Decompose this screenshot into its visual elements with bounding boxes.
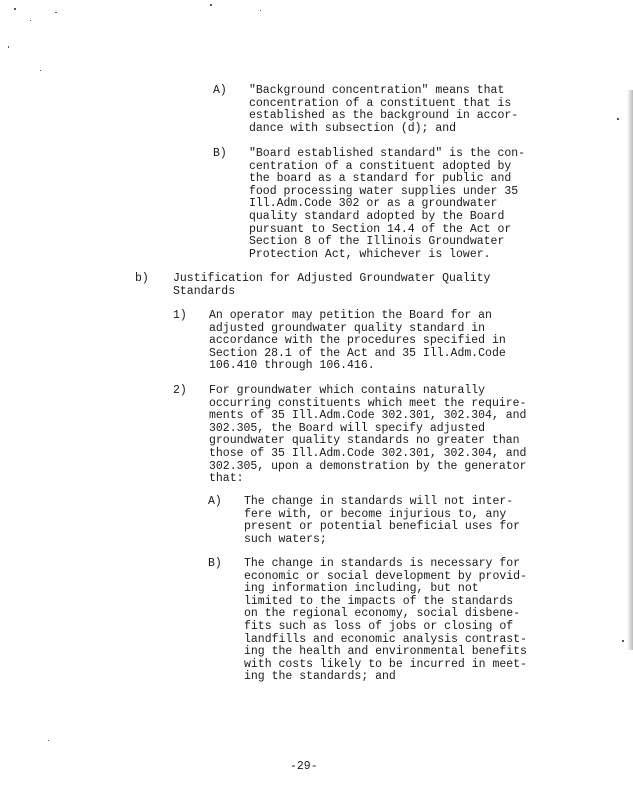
- paragraph-2: [173, 385, 526, 486]
- scan-speck: [30, 20, 31, 21]
- item-text: The change in standards is necessary for economic or social development by provid- ing information including, but not limited to the impacts of the standards on the regional economy, social disbene- fits such as loss of jobs or closing of landfills and economic analysis contrast- ing the health and environmental benefits with costs likely to be incurred in meet- ing the standards; and: [244, 557, 527, 684]
- item-text: For groundwater which contains naturally occurring constituents which meet the require- ments of 35 Ill.Adm.Code 302.301, 302.304, and 302.305, the Board will specify adjusted groundwater quality standards no greater than those of 35 Ill.Adm.Code 302.301, 302.304, and 302.305, upon a demonstration by the generator that:: [209, 384, 527, 486]
- item-text: An operator may petition the Board for an adjusted groundwater quality standard in accordance with the procedures specified in Section 28.1 of the Act and 35 Ill.Adm.Code 106.410 through 106.416.: [209, 309, 506, 373]
- scan-speck: [55, 12, 57, 13]
- item-marker: A): [213, 84, 227, 97]
- subparagraph-b: [208, 558, 527, 684]
- scan-speck: [48, 740, 49, 741]
- item-marker: A): [208, 495, 222, 508]
- scan-speck: [14, 8, 16, 10]
- section-b-heading: [135, 273, 490, 298]
- item-marker: B): [208, 557, 222, 570]
- scan-speck: [210, 4, 212, 6]
- definition-item-b: [213, 148, 525, 261]
- subparagraph-a: [208, 496, 520, 546]
- scan-speck: [622, 640, 624, 642]
- definition-item-a: [213, 85, 518, 135]
- item-text: "Background concentration" means that concentration of a constituent that is established as the background in accor- dance with subsection (d); and: [249, 84, 519, 135]
- page-number: -29-: [290, 760, 318, 773]
- item-marker: b): [135, 272, 149, 285]
- item-text: "Board established standard" is the con- centration of a constituent adopted by the board as a standard for public and food processing water supplies under 35 Ill.Adm.Code 302 or as a groundwater quality standard adopted by the Board pursuant to Section 14.4 of the Act or Section 8 of the Illinois Groundwater Protection Act, whichever is lower.: [249, 147, 526, 261]
- scan-speck: [40, 70, 41, 71]
- scan-speck: [8, 46, 9, 48]
- section-heading-text: Justification for Adjusted Groundwater Quality Standards: [173, 272, 491, 298]
- item-marker: 2): [173, 384, 187, 397]
- paragraph-1: [173, 310, 506, 373]
- scan-speck: [617, 118, 619, 120]
- item-text: The change in standards will not inter- fere with, or become injurious to, any present or potential beneficial uses for such waters;: [244, 495, 521, 546]
- item-marker: 1): [173, 309, 187, 322]
- scan-speck: [260, 10, 261, 11]
- item-marker: B): [213, 147, 227, 160]
- scan-edge-shadow: [627, 90, 633, 650]
